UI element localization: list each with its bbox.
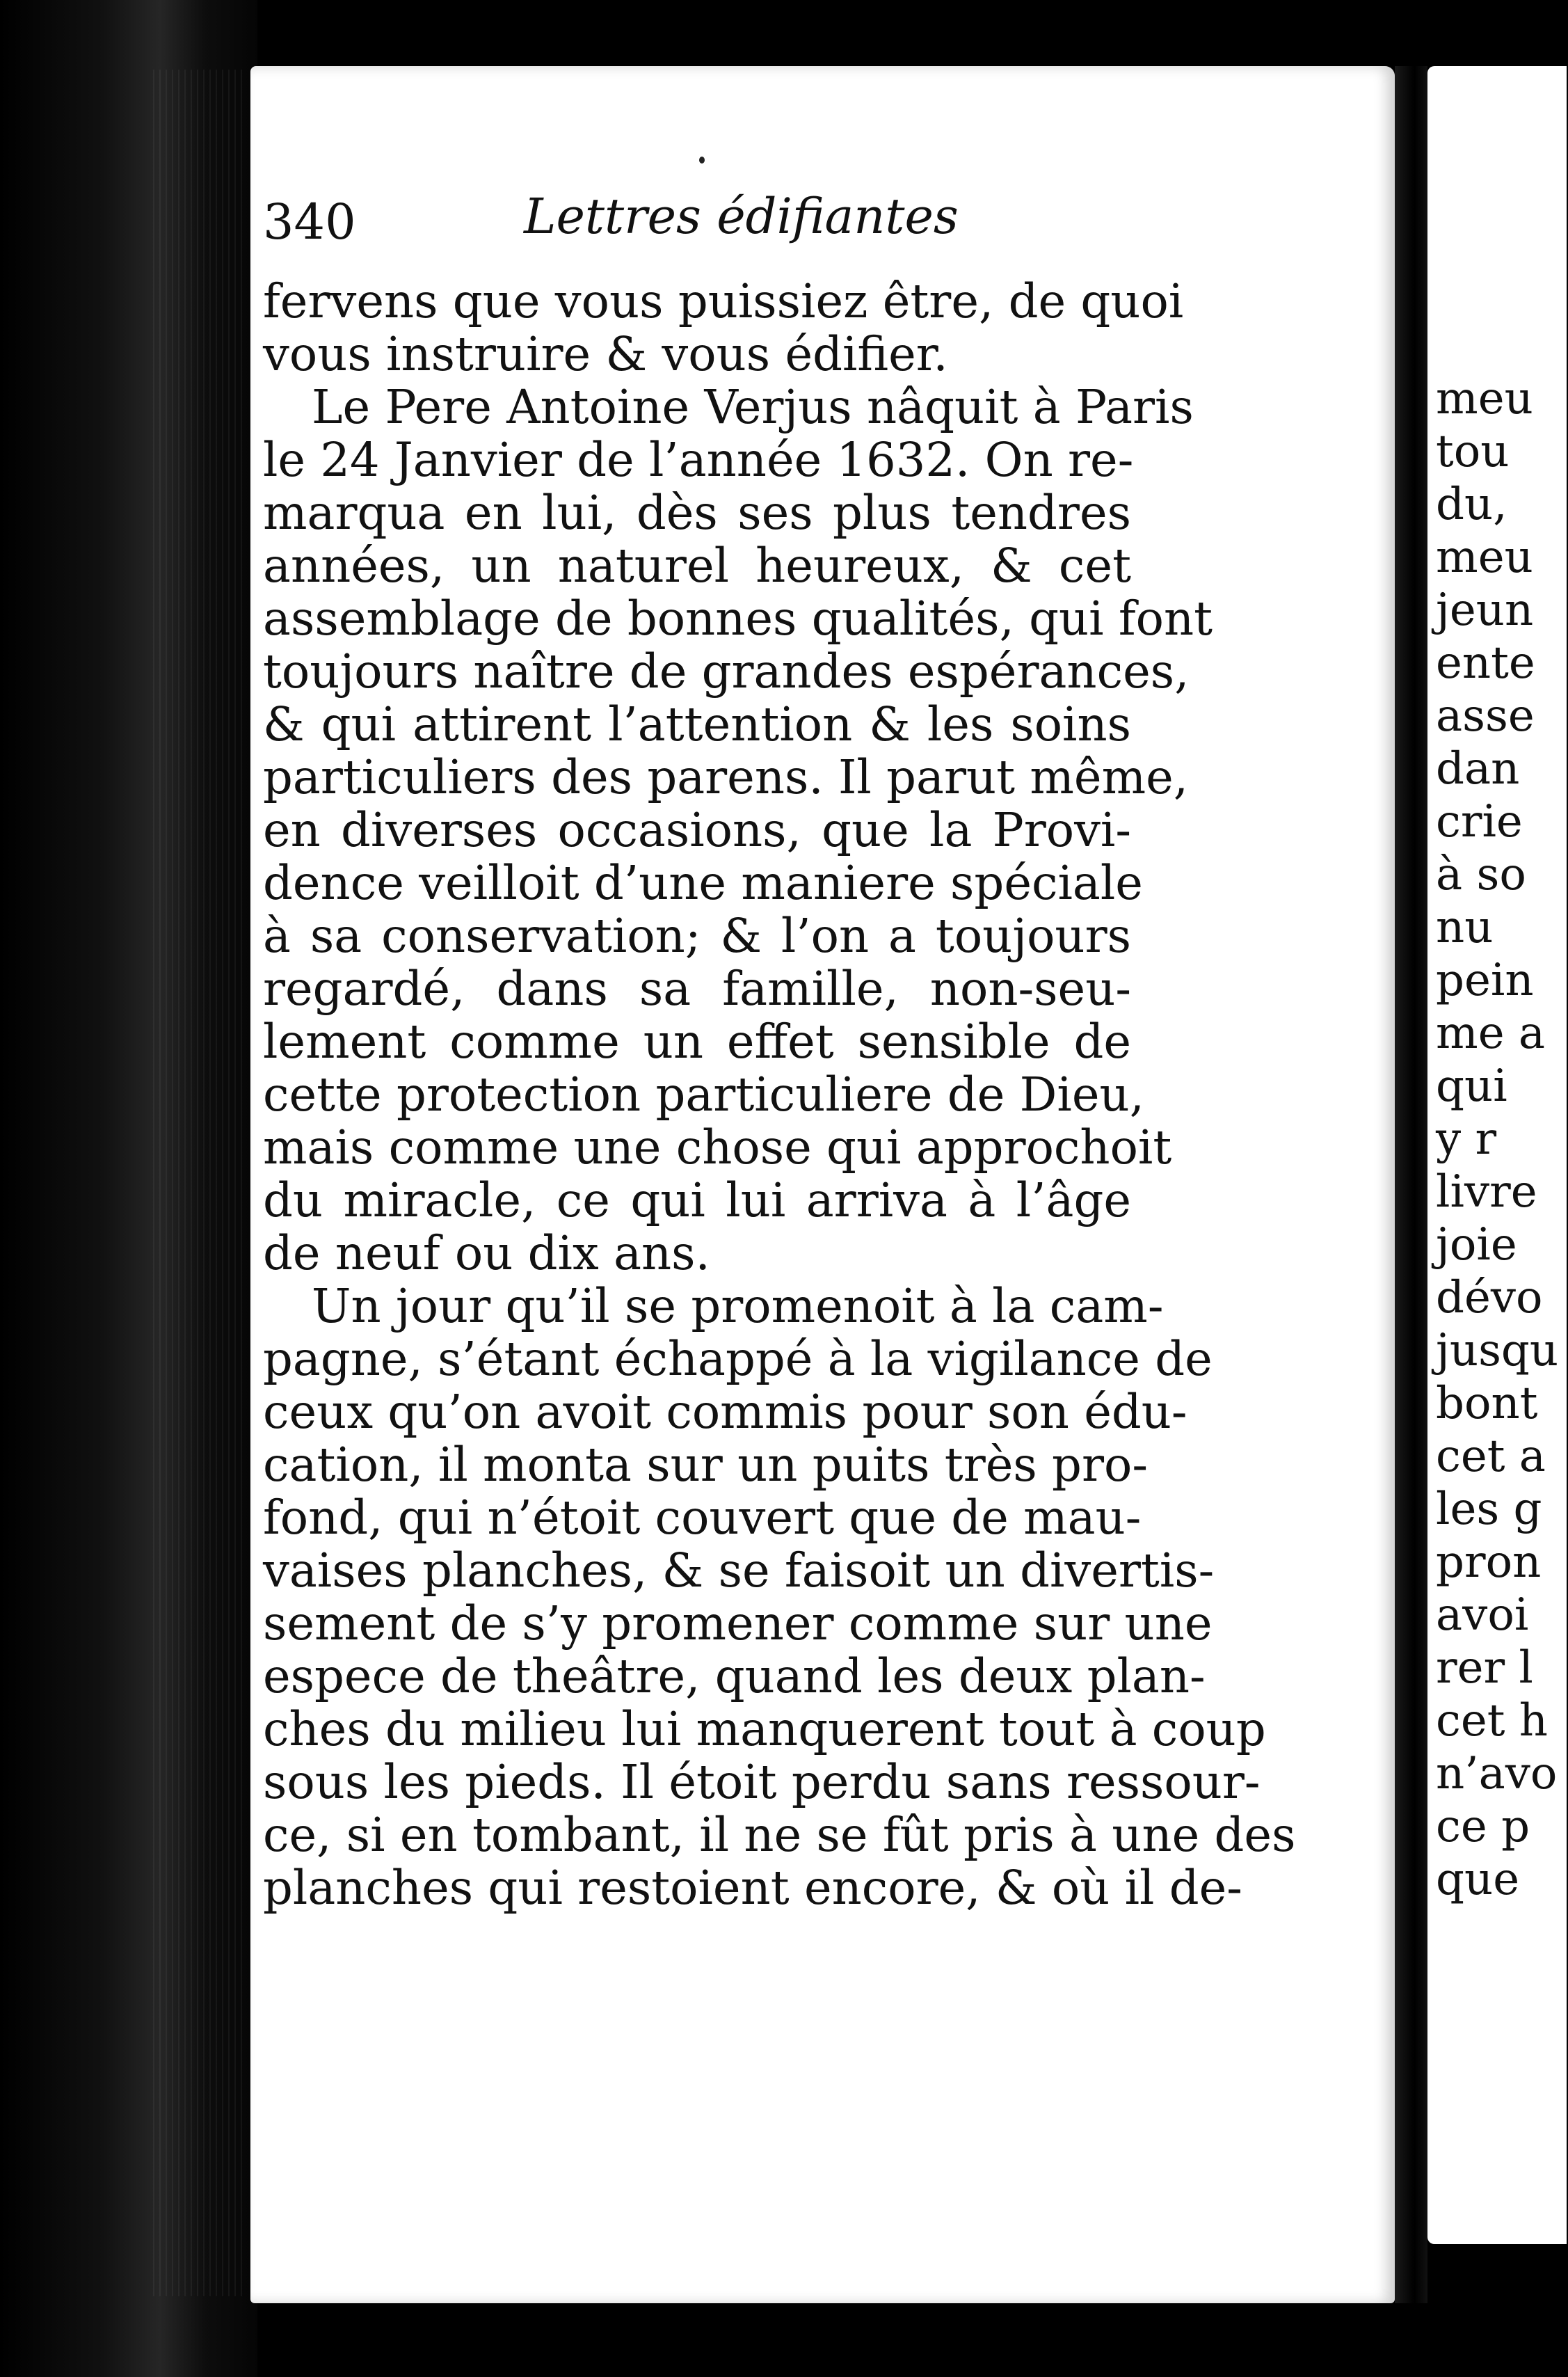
facing-text-line: dan bbox=[1436, 743, 1520, 795]
text-line: particuliers des parens. Il parut même, bbox=[263, 750, 1189, 804]
text-line: assemblage de bonnes qualités, qui font bbox=[263, 591, 1213, 646]
text-line: espece de theâtre, quand les deux plan- bbox=[263, 1649, 1206, 1703]
facing-text-line: du, bbox=[1436, 479, 1507, 530]
text-line: lement comme un effet sensible de bbox=[263, 1015, 1131, 1069]
facing-page-text bbox=[1436, 372, 1568, 1906]
text-line: pagne, s’étant échappé à la vigilance de bbox=[263, 1332, 1213, 1386]
facing-text-line: avoi bbox=[1436, 1589, 1529, 1641]
text-line: le 24 Janvier de l’année 1632. On re- bbox=[263, 433, 1134, 487]
text-line: ceux qu’on avoit commis pour son édu- bbox=[263, 1385, 1187, 1439]
page-header bbox=[263, 167, 1139, 271]
facing-text-line: ce p bbox=[1436, 1801, 1530, 1852]
facing-text-line: crie bbox=[1436, 796, 1523, 848]
text-line: ches du milieu lui manquerent tout à coup bbox=[263, 1702, 1266, 1756]
facing-text-line: pron bbox=[1436, 1536, 1542, 1588]
facing-page bbox=[1427, 66, 1567, 2244]
facing-text-line: bont bbox=[1436, 1378, 1538, 1429]
text-line: du miracle, ce qui lui arriva à l’âge bbox=[263, 1173, 1131, 1227]
facing-text-line: les g bbox=[1436, 1484, 1542, 1535]
text-line: ce, si en tombant, il ne se fût pris à une des bbox=[263, 1808, 1296, 1862]
facing-text-line: pein bbox=[1436, 955, 1534, 1006]
facing-text-line: rer l bbox=[1436, 1642, 1533, 1694]
facing-text-line: à so bbox=[1436, 849, 1526, 900]
text-line: regardé, dans sa famille, non-seu- bbox=[263, 962, 1131, 1016]
text-line: sement de s’y promener comme sur une bbox=[263, 1596, 1213, 1651]
text-line: vaises planches, & se faisoit un divertis- bbox=[263, 1543, 1215, 1598]
text-line: fond, qui n’étoit couvert que de mau- bbox=[263, 1490, 1142, 1545]
text-line: dence veilloit d’une maniere spéciale bbox=[263, 856, 1143, 910]
text-line: années, un naturel heureux, & cet bbox=[263, 539, 1131, 593]
facing-text-line: me a bbox=[1436, 1008, 1546, 1059]
running-head: Lettres édifiantes bbox=[524, 188, 959, 245]
binding-texture bbox=[153, 70, 243, 2296]
facing-text-line: tou bbox=[1436, 426, 1510, 477]
facing-text-line: dévo bbox=[1436, 1272, 1543, 1323]
text-line: Un jour qu’il se promenoit à la cam- bbox=[312, 1279, 1164, 1333]
text-line: en diverses occasions, que la Provi- bbox=[263, 803, 1131, 857]
facing-text-line: nu bbox=[1436, 902, 1494, 953]
page-gutter bbox=[1395, 66, 1427, 2303]
facing-text-line: meu bbox=[1436, 373, 1533, 424]
text-line: à sa conservation; & l’on a toujours bbox=[263, 909, 1131, 963]
text-line: toujours naître de grandes espérances, bbox=[263, 644, 1190, 699]
text-line: cette protection particuliere de Dieu, bbox=[263, 1067, 1144, 1122]
text-line: mais comme une chose qui approchoit bbox=[263, 1120, 1172, 1175]
facing-text-line: cet a bbox=[1436, 1431, 1546, 1482]
ink-speck bbox=[699, 157, 705, 164]
facing-text-line: joie bbox=[1436, 1219, 1517, 1271]
text-line: de neuf ou dix ans. bbox=[263, 1226, 710, 1280]
text-line: cation, il monta sur un puits très pro- bbox=[263, 1438, 1148, 1492]
text-line: fervens que vous puissiez être, de quoi bbox=[263, 274, 1184, 328]
text-line: vous instruire & vous édifier. bbox=[263, 327, 948, 381]
page-number: 340 bbox=[263, 193, 356, 251]
facing-text-line: que bbox=[1436, 1854, 1520, 1905]
facing-text-line: livre bbox=[1436, 1166, 1537, 1218]
facing-text-line: asse bbox=[1436, 690, 1535, 742]
facing-text-line: cet h bbox=[1436, 1695, 1548, 1747]
facing-text-line: ente bbox=[1436, 637, 1535, 689]
facing-text-line: n’avo bbox=[1436, 1748, 1558, 1799]
facing-text-line: jusqu bbox=[1436, 1325, 1559, 1376]
text-line: sous les pieds. Il étoit perdu sans ressour- bbox=[263, 1755, 1261, 1809]
facing-text-line: y r bbox=[1436, 1113, 1497, 1165]
text-line: marqua en lui, dès ses plus tendres bbox=[263, 486, 1131, 540]
facing-text-line: jeun bbox=[1436, 585, 1534, 636]
facing-text-line: qui bbox=[1436, 1060, 1507, 1112]
facing-text-line: meu bbox=[1436, 532, 1533, 583]
binding-shadow bbox=[0, 0, 257, 2377]
body-text bbox=[263, 274, 1296, 1915]
text-line: Le Pere Antoine Verjus nâquit à Paris bbox=[312, 380, 1194, 434]
text-line: planches qui restoient encore, & où il de- bbox=[263, 1861, 1242, 1915]
text-line: & qui attirent l’attention & les soins bbox=[263, 697, 1131, 752]
